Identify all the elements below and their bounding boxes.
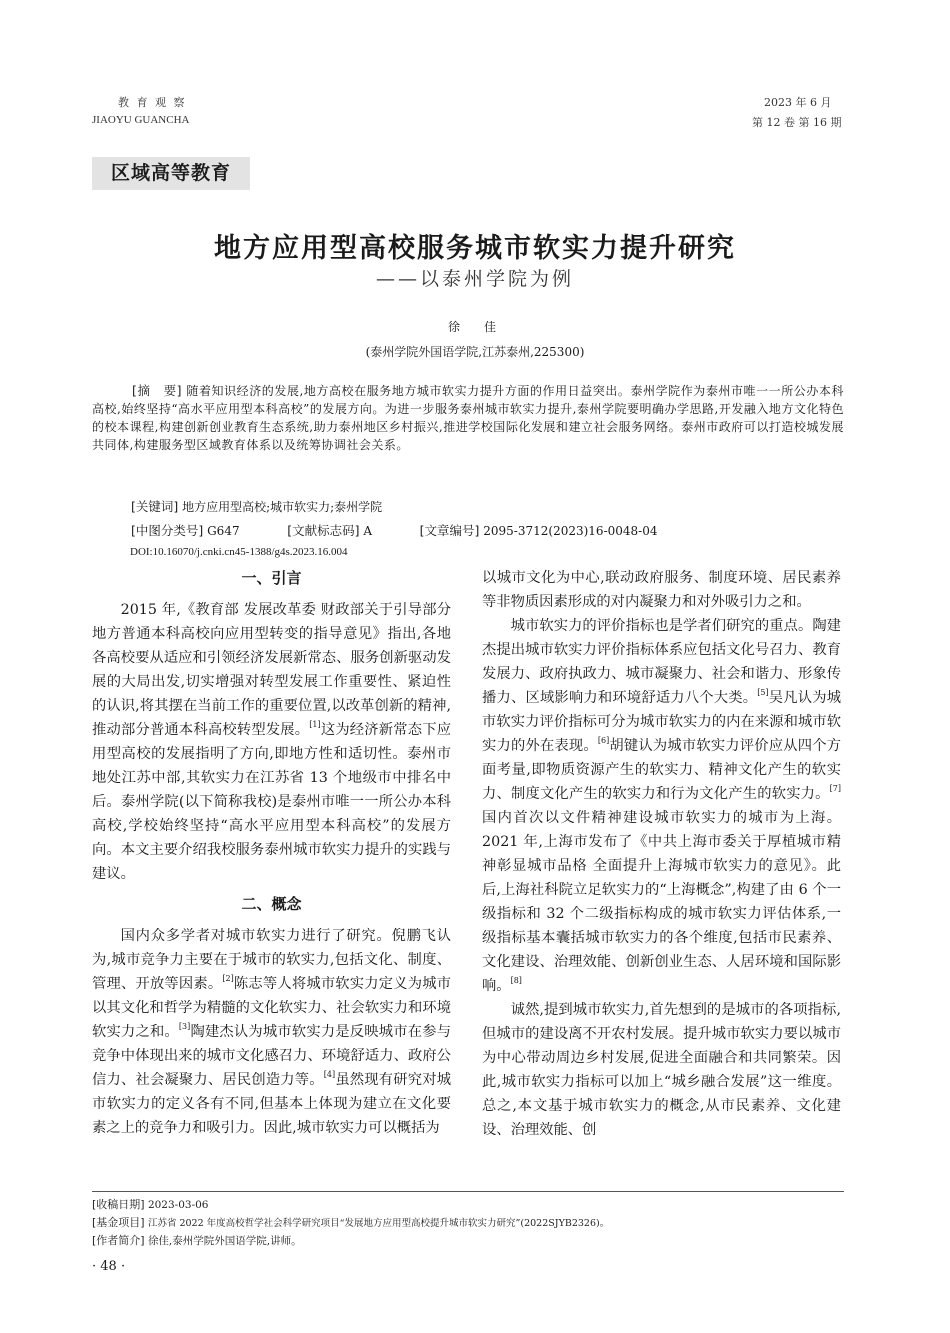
- indicators-text-d: 国内首次以文件精神建设城市软实力的城市为上海。2021 年,上海市发布了《中共上海市委关于厚植城市精神彰显城市品格 全面提升上海城市软实力的意见》。此后,上海社科院立足软实力的“上海概念”,构建了由 6 个一级指标和 32 个二级指标构成的城市软实力评估体系,一级指标基本囊括城市软实力的各个维度,包括市民素养、文化建设、治理效能、创新创业生态、人居环境和国际影响。: [482, 810, 841, 994]
- footnote-author: [92, 1232, 302, 1248]
- left-column: [92, 566, 451, 1140]
- keywords-label: [关键词]: [131, 499, 179, 514]
- doc-code-label: [文献标志码]: [287, 523, 360, 538]
- concept-text-b: 陈志等人将城市软实力定义为城市以其文化和哲学为精髓的文化软实力、社会软实力和环境软实力之和。: [92, 976, 452, 1040]
- clc-value: G647: [207, 524, 240, 538]
- doi: DOI:10.16070/j.cnki.cn45-1388/g4s.2023.16.004: [130, 546, 348, 558]
- page-number: · 48 ·: [92, 1259, 126, 1274]
- abstract-label: [摘 要]: [132, 383, 183, 398]
- paragraph-rural: 诚然,提到城市软实力,首先想到的是城市的各项指标,但城市的建设离不开农村发展。提升城市软实力要以城市为中心带动周边乡村发展,促进全面融合和共同繁荣。因此,城市软实力指标可以加上“城乡融合发展”这一维度。总之,本文基于城市软实力的概念,从市民素养、文化建设、治理效能、创: [482, 1002, 841, 1138]
- citation-3: [3]: [178, 1022, 191, 1031]
- abstract: [92, 382, 844, 454]
- journal-name-cn: 教 育 观 察: [118, 96, 187, 109]
- clc-label: [中图分类号]: [131, 523, 204, 538]
- issue-volume: 第 12 卷 第 16 期: [752, 116, 842, 129]
- paragraph-intro: [92, 598, 451, 886]
- article-number-label: [文章编号]: [419, 523, 480, 538]
- article-title: 地方应用型高校服务城市软实力提升研究: [214, 233, 736, 264]
- paragraph-indicators: [482, 614, 841, 998]
- footnote-rule: [92, 1191, 844, 1192]
- heading-concept: 二、概念: [241, 895, 302, 913]
- footnote-received: [92, 1196, 208, 1212]
- concept-text-d: 虽然现有研究对城市软实力的定义各有不同,但基本上体现为建立在文化要素之上的竞争力和吸引力。因此,城市软实力可以概括为: [92, 1072, 452, 1136]
- article-subtitle: ——以泰州学院为例: [375, 268, 574, 290]
- author-affiliation: (泰州学院外国语学院,江苏泰州,225300): [365, 345, 585, 359]
- indicators-text-b: 吴凡认为城市软实力评价指标可分为城市软实力的内在来源和城市软实力的外在表现。: [482, 690, 842, 754]
- author-bio-value: 徐佳,泰州学院外国语学院,讲师。: [147, 1235, 302, 1247]
- indicators-text-c: 胡键认为城市软实力评价应从四个方面考量,即物质资源产生的软实力、精神文化产生的软实力、制度文化产生的软实力和行为文化产生的软实力。: [482, 738, 842, 802]
- footnote-fund: [92, 1214, 852, 1230]
- section-label: 区域高等教育: [92, 157, 250, 190]
- indicators-text-a: 城市软实力的评价指标也是学者们研究的重点。陶建杰提出城市软实力评价指标体系应包括文化号召力、教育发展力、政府执政力、城市凝聚力、社会和谐力、形象传播力、区域影响力和环境舒适力八个大类。: [482, 618, 841, 706]
- citation-4: [4]: [323, 1070, 336, 1079]
- citation-2: [2]: [222, 974, 234, 983]
- fund-label: [基金项目]: [92, 1216, 145, 1229]
- abstract-text: 随着知识经济的发展,地方高校在服务地方城市软实力提升方面的作用日益突出。泰州学院作为泰州市唯一一所公办本科高校,始终坚持“高水平应用型本科高校”的发展方向。为进一步服务泰州城市软实力提升,泰州学院要明确办学思路,开发融入地方文化特色的校本课程,构建创新创业教育生态系统,助力泰州地区乡村振兴,推进学校国际化发展和建立社会服务网络。泰州市政府可以打造校城发展共同体,构建服务型区域教育体系以及统筹协调社会关系。: [92, 384, 844, 452]
- citation-6: [6]: [597, 736, 610, 745]
- concept-text-a: 国内众多学者对城市软实力进行了研究。倪鹏飞认为,城市竞争力主要在于城市的软实力,包括文化、制度、管理、开放等因素。: [92, 928, 451, 992]
- citation-1: [1]: [309, 720, 321, 729]
- keywords-text: 地方应用型高校;城市软实力;泰州学院: [182, 500, 383, 514]
- journal-name-en: JIAOYU GUANCHA: [92, 114, 190, 126]
- paragraph-continued: 以城市文化为中心,联动政府服务、制度环境、居民素养等非物质因素形成的对内凝聚力和对外吸引力之和。: [482, 570, 841, 610]
- intro-text-b: 这为经济新常态下应用型高校的发展指明了方向,即地方性和适切性。泰州市地处江苏中部,其软实力在江苏省 13 个地级市中排名中后。泰州学院(以下简称我校)是泰州市唯一一所公办本科高校,学校始终坚持“高水平应用型本科高校”的发展方向。本文主要介绍我校服务泰州城市软实力提升的实践与建议。: [92, 722, 452, 882]
- author-name: 徐 佳: [447, 320, 502, 334]
- fund-value: 江苏省 2022 年度高校哲学社会科学研究项目“发展地方应用型高校提升城市软实力研究”(2022SJYB2326)。: [147, 1218, 610, 1229]
- article-number-value: 2095-3712(2023)16-0048-04: [483, 524, 658, 538]
- issue-date: 2023 年 6 月: [764, 96, 832, 109]
- doc-code-value: A: [363, 524, 373, 538]
- citation-7: [7]: [829, 784, 841, 793]
- citation-5: [5]: [757, 688, 769, 697]
- keywords: [131, 497, 382, 515]
- citation-8: [8]: [510, 976, 522, 985]
- concept-text-c: 陶建杰认为城市软实力是反映城市在参与竞争中体现出来的城市文化感召力、环境舒适力、政府公信力、社会凝聚力、居民创造力等。: [92, 1024, 452, 1088]
- classification-line: [131, 521, 851, 539]
- right-column: [482, 566, 841, 1142]
- intro-text-a: 2015 年,《教育部 发展改革委 财政部关于引导部分地方普通本科高校向应用型转变的指导意见》指出,各地各高校要从适应和引领经济发展新常态、服务创新驱动发展的大局出发,切实增强对转型发展工作重要性、紧迫性的认识,将其摆在当前工作的重要位置,以改革创新的精神,推动部分普通本科高校转型发展。: [92, 602, 451, 738]
- heading-introduction: 一、引言: [241, 569, 302, 587]
- received-label: [收稿日期]: [92, 1198, 145, 1211]
- paragraph-concept: [92, 924, 451, 1140]
- received-value: 2023-03-06: [147, 1199, 209, 1211]
- author-bio-label: [作者简介]: [92, 1234, 145, 1247]
